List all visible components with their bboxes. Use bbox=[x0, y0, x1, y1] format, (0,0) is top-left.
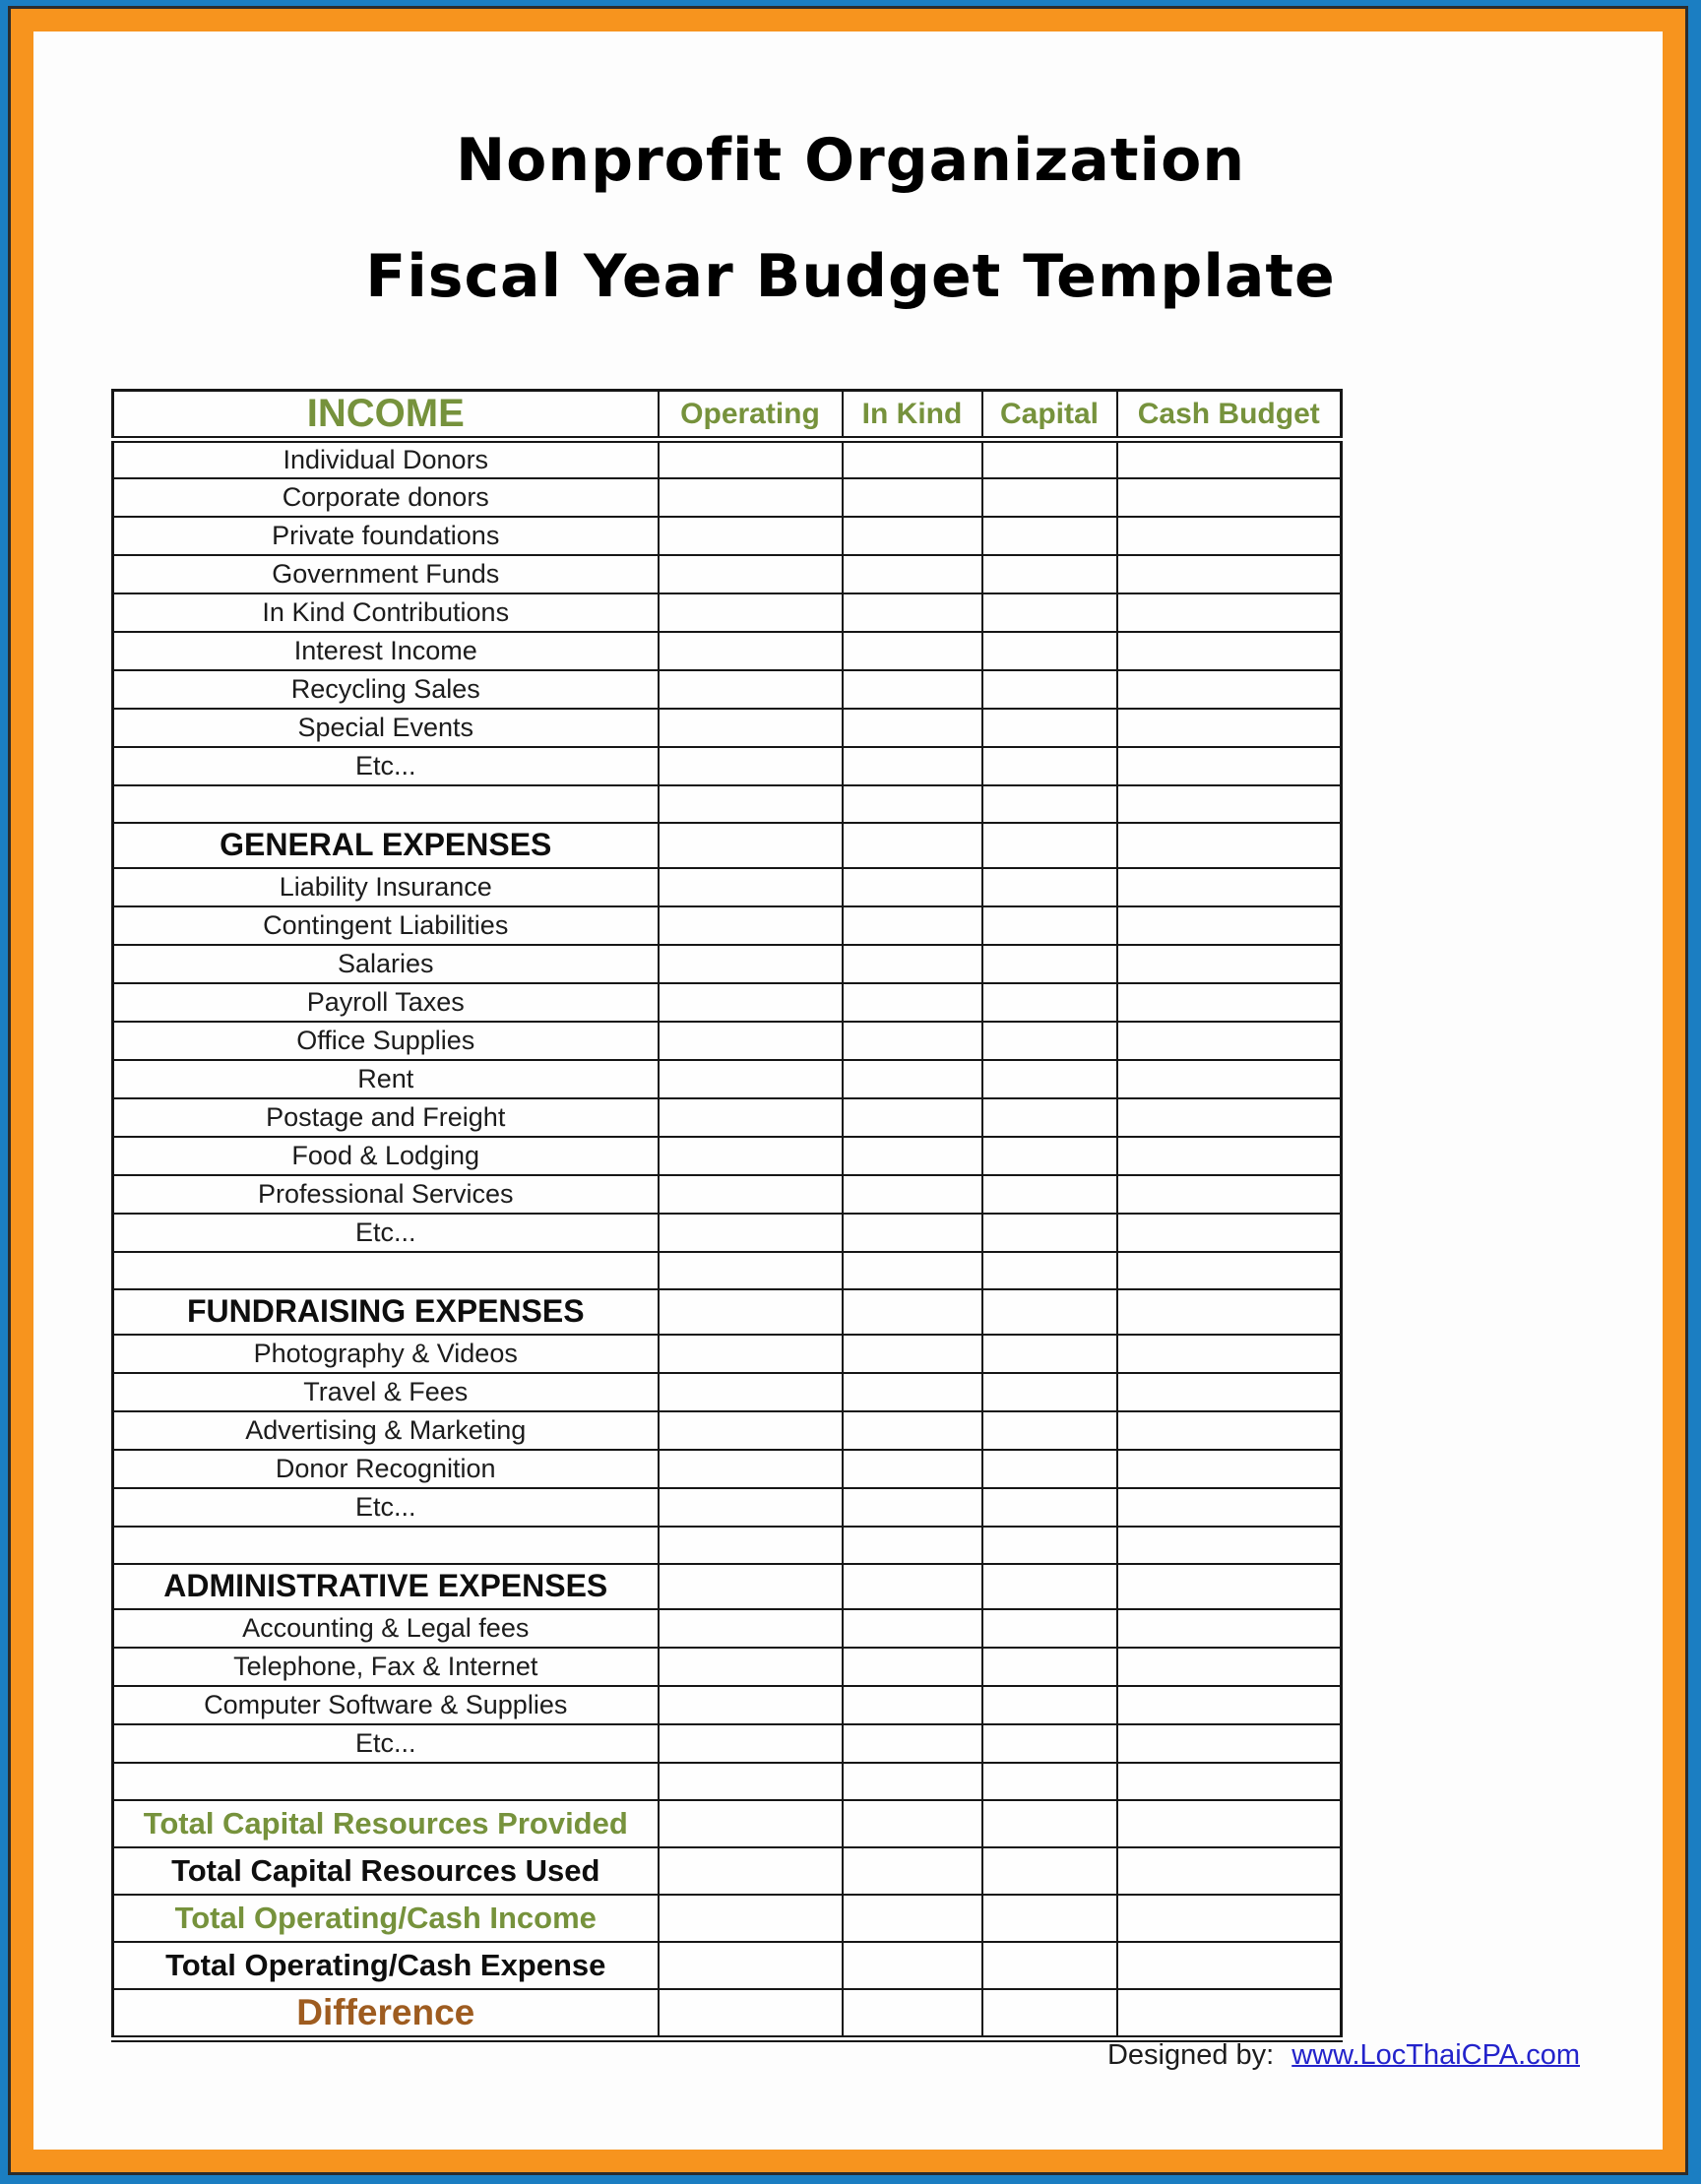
table-row bbox=[113, 478, 1342, 517]
value-cell bbox=[659, 1335, 843, 1373]
column-header-row bbox=[113, 391, 1342, 440]
table-row bbox=[113, 1895, 1342, 1942]
value-cell bbox=[659, 1609, 843, 1648]
row-label: Advertising & Marketing bbox=[113, 1411, 659, 1450]
table-row bbox=[113, 823, 1342, 868]
row-label: In Kind Contributions bbox=[113, 593, 659, 632]
table-row bbox=[113, 709, 1342, 747]
value-cell bbox=[1117, 1488, 1342, 1527]
column-header-in-kind: In Kind bbox=[843, 391, 982, 440]
page-title-line2: Fiscal Year Budget Template bbox=[365, 242, 1336, 311]
row-label: Travel & Fees bbox=[113, 1373, 659, 1411]
value-cell bbox=[843, 1411, 982, 1450]
value-cell bbox=[1117, 1686, 1342, 1724]
value-cell bbox=[1117, 1527, 1342, 1564]
table-row bbox=[113, 1800, 1342, 1847]
row-label: ADMINISTRATIVE EXPENSES bbox=[113, 1564, 659, 1609]
value-cell bbox=[843, 1450, 982, 1488]
value-cell bbox=[843, 906, 982, 945]
value-cell bbox=[659, 1724, 843, 1763]
value-cell bbox=[982, 1564, 1117, 1609]
value-cell bbox=[982, 1450, 1117, 1488]
value-cell bbox=[659, 555, 843, 593]
value-cell bbox=[843, 1724, 982, 1763]
value-cell bbox=[843, 1252, 982, 1289]
value-cell bbox=[982, 1527, 1117, 1564]
row-label: Special Events bbox=[113, 709, 659, 747]
table-row bbox=[113, 1175, 1342, 1214]
table-row bbox=[113, 747, 1342, 785]
value-cell bbox=[1117, 1763, 1342, 1800]
value-cell bbox=[982, 747, 1117, 785]
row-label: Donor Recognition bbox=[113, 1450, 659, 1488]
value-cell bbox=[982, 1895, 1117, 1942]
table-row bbox=[113, 1942, 1342, 1989]
row-label: Total Operating/Cash Expense bbox=[113, 1942, 659, 1989]
value-cell bbox=[843, 517, 982, 555]
value-cell bbox=[1117, 1214, 1342, 1252]
value-cell bbox=[982, 440, 1117, 478]
value-cell bbox=[982, 1609, 1117, 1648]
value-cell bbox=[1117, 983, 1342, 1022]
table-row bbox=[113, 1252, 1342, 1289]
value-cell bbox=[659, 823, 843, 868]
table-row bbox=[113, 1098, 1342, 1137]
value-cell bbox=[982, 555, 1117, 593]
value-cell bbox=[982, 1989, 1117, 2039]
row-label: Etc... bbox=[113, 1488, 659, 1527]
row-label: Etc... bbox=[113, 1214, 659, 1252]
row-label bbox=[113, 1252, 659, 1289]
value-cell bbox=[659, 517, 843, 555]
value-cell bbox=[843, 1942, 982, 1989]
row-label: Total Operating/Cash Income bbox=[113, 1895, 659, 1942]
row-label bbox=[113, 1527, 659, 1564]
value-cell bbox=[1117, 945, 1342, 983]
row-label: Individual Donors bbox=[113, 440, 659, 478]
value-cell bbox=[659, 478, 843, 517]
value-cell bbox=[843, 1335, 982, 1373]
budget-table bbox=[111, 389, 1343, 2042]
table-row bbox=[113, 1137, 1342, 1175]
row-label: Corporate donors bbox=[113, 478, 659, 517]
value-cell bbox=[1117, 1895, 1342, 1942]
value-cell bbox=[1117, 868, 1342, 906]
row-label: Difference bbox=[113, 1989, 659, 2039]
value-cell bbox=[843, 747, 982, 785]
value-cell bbox=[1117, 906, 1342, 945]
table-row bbox=[113, 670, 1342, 709]
table-row bbox=[113, 440, 1342, 478]
table-row bbox=[113, 1609, 1342, 1648]
value-cell bbox=[659, 709, 843, 747]
value-cell bbox=[843, 1137, 982, 1175]
value-cell bbox=[659, 1527, 843, 1564]
value-cell bbox=[1117, 1289, 1342, 1335]
row-label: Payroll Taxes bbox=[113, 983, 659, 1022]
value-cell bbox=[1117, 747, 1342, 785]
value-cell bbox=[659, 1175, 843, 1214]
value-cell bbox=[659, 1060, 843, 1098]
value-cell bbox=[843, 1895, 982, 1942]
value-cell bbox=[659, 1289, 843, 1335]
value-cell bbox=[843, 1488, 982, 1527]
table-row bbox=[113, 945, 1342, 983]
value-cell bbox=[982, 1686, 1117, 1724]
value-cell bbox=[659, 785, 843, 823]
value-cell bbox=[843, 1060, 982, 1098]
value-cell bbox=[982, 1289, 1117, 1335]
value-cell bbox=[1117, 1564, 1342, 1609]
row-label: Computer Software & Supplies bbox=[113, 1686, 659, 1724]
value-cell bbox=[843, 1800, 982, 1847]
value-cell bbox=[659, 1847, 843, 1895]
table-row bbox=[113, 1763, 1342, 1800]
value-cell bbox=[982, 1022, 1117, 1060]
table-row bbox=[113, 868, 1342, 906]
value-cell bbox=[659, 747, 843, 785]
value-cell bbox=[982, 1847, 1117, 1895]
table-row bbox=[113, 785, 1342, 823]
value-cell bbox=[659, 1373, 843, 1411]
table-row bbox=[113, 1373, 1342, 1411]
value-cell bbox=[843, 440, 982, 478]
row-label: GENERAL EXPENSES bbox=[113, 823, 659, 868]
value-cell bbox=[843, 593, 982, 632]
value-cell bbox=[659, 1022, 843, 1060]
row-label bbox=[113, 785, 659, 823]
value-cell bbox=[1117, 1175, 1342, 1214]
table-row bbox=[113, 1564, 1342, 1609]
value-cell bbox=[1117, 1450, 1342, 1488]
value-cell bbox=[1117, 517, 1342, 555]
value-cell bbox=[659, 1137, 843, 1175]
value-cell bbox=[982, 1942, 1117, 1989]
table-row bbox=[113, 1648, 1342, 1686]
value-cell bbox=[982, 945, 1117, 983]
table-row bbox=[113, 906, 1342, 945]
value-cell bbox=[843, 785, 982, 823]
value-cell bbox=[982, 983, 1117, 1022]
value-cell bbox=[659, 632, 843, 670]
value-cell bbox=[1117, 709, 1342, 747]
value-cell bbox=[982, 1335, 1117, 1373]
table-row bbox=[113, 1335, 1342, 1373]
row-label: Etc... bbox=[113, 747, 659, 785]
value-cell bbox=[659, 1450, 843, 1488]
row-label: Postage and Freight bbox=[113, 1098, 659, 1137]
value-cell bbox=[843, 823, 982, 868]
value-cell bbox=[1117, 823, 1342, 868]
value-cell bbox=[843, 1214, 982, 1252]
row-label: Private foundations bbox=[113, 517, 659, 555]
value-cell bbox=[982, 1373, 1117, 1411]
value-cell bbox=[843, 478, 982, 517]
table-row bbox=[113, 593, 1342, 632]
value-cell bbox=[1117, 1098, 1342, 1137]
value-cell bbox=[843, 1648, 982, 1686]
value-cell bbox=[982, 478, 1117, 517]
row-label: Photography & Videos bbox=[113, 1335, 659, 1373]
value-cell bbox=[982, 1648, 1117, 1686]
row-label: Accounting & Legal fees bbox=[113, 1609, 659, 1648]
value-cell bbox=[843, 1989, 982, 2039]
value-cell bbox=[982, 1488, 1117, 1527]
value-cell bbox=[843, 983, 982, 1022]
value-cell bbox=[843, 1609, 982, 1648]
row-label bbox=[113, 1763, 659, 1800]
value-cell bbox=[659, 1800, 843, 1847]
value-cell bbox=[982, 823, 1117, 868]
locthaicpa-link[interactable]: www.LocThaiCPA.com bbox=[1292, 2039, 1580, 2071]
table-row bbox=[113, 1022, 1342, 1060]
column-header-operating: Operating bbox=[659, 391, 843, 440]
value-cell bbox=[659, 983, 843, 1022]
row-label: Liability Insurance bbox=[113, 868, 659, 906]
table-row bbox=[113, 1488, 1342, 1527]
value-cell bbox=[659, 906, 843, 945]
value-cell bbox=[982, 709, 1117, 747]
value-cell bbox=[982, 868, 1117, 906]
row-label: FUNDRAISING EXPENSES bbox=[113, 1289, 659, 1335]
value-cell bbox=[843, 1175, 982, 1214]
value-cell bbox=[982, 1800, 1117, 1847]
column-header-cash-budget: Cash Budget bbox=[1117, 391, 1342, 440]
value-cell bbox=[659, 1763, 843, 1800]
value-cell bbox=[659, 1942, 843, 1989]
value-cell bbox=[1117, 1648, 1342, 1686]
table-row bbox=[113, 1289, 1342, 1335]
table-row bbox=[113, 1060, 1342, 1098]
row-label: Professional Services bbox=[113, 1175, 659, 1214]
value-cell bbox=[843, 555, 982, 593]
value-cell bbox=[982, 1252, 1117, 1289]
value-cell bbox=[659, 1488, 843, 1527]
designed-by-label: Designed by: bbox=[1106, 2039, 1275, 2071]
value-cell bbox=[1117, 670, 1342, 709]
value-cell bbox=[659, 1098, 843, 1137]
column-header-capital: Capital bbox=[982, 391, 1117, 440]
table-row bbox=[113, 983, 1342, 1022]
value-cell bbox=[1117, 1060, 1342, 1098]
row-label: Office Supplies bbox=[113, 1022, 659, 1060]
value-cell bbox=[843, 1289, 982, 1335]
value-cell bbox=[982, 670, 1117, 709]
value-cell bbox=[843, 1098, 982, 1137]
value-cell bbox=[659, 1214, 843, 1252]
value-cell bbox=[1117, 1022, 1342, 1060]
value-cell bbox=[659, 593, 843, 632]
value-cell bbox=[982, 785, 1117, 823]
value-cell bbox=[659, 670, 843, 709]
page-title-line1: Nonprofit Organization bbox=[455, 126, 1246, 195]
row-label: Telephone, Fax & Internet bbox=[113, 1648, 659, 1686]
value-cell bbox=[982, 1137, 1117, 1175]
value-cell bbox=[1117, 555, 1342, 593]
value-cell bbox=[843, 1847, 982, 1895]
row-label: Interest Income bbox=[113, 632, 659, 670]
table-row bbox=[113, 1450, 1342, 1488]
row-label: Government Funds bbox=[113, 555, 659, 593]
column-header-income: INCOME bbox=[113, 391, 659, 440]
row-label: Total Capital Resources Used bbox=[113, 1847, 659, 1895]
table-row bbox=[113, 1847, 1342, 1895]
table-row bbox=[113, 1989, 1342, 2039]
value-cell bbox=[982, 1098, 1117, 1137]
table-row bbox=[113, 1214, 1342, 1252]
footer bbox=[1107, 2039, 1580, 2072]
table-row bbox=[113, 632, 1342, 670]
table-row bbox=[113, 1724, 1342, 1763]
row-label: Total Capital Resources Provided bbox=[113, 1800, 659, 1847]
value-cell bbox=[843, 868, 982, 906]
value-cell bbox=[843, 1022, 982, 1060]
value-cell bbox=[1117, 1724, 1342, 1763]
value-cell bbox=[843, 1564, 982, 1609]
value-cell bbox=[659, 1564, 843, 1609]
value-cell bbox=[1117, 1252, 1342, 1289]
value-cell bbox=[659, 1411, 843, 1450]
value-cell bbox=[1117, 1989, 1342, 2039]
value-cell bbox=[659, 868, 843, 906]
value-cell bbox=[982, 1214, 1117, 1252]
table-row bbox=[113, 517, 1342, 555]
row-label: Salaries bbox=[113, 945, 659, 983]
value-cell bbox=[1117, 1137, 1342, 1175]
value-cell bbox=[1117, 632, 1342, 670]
value-cell bbox=[982, 517, 1117, 555]
value-cell bbox=[659, 1648, 843, 1686]
value-cell bbox=[1117, 1847, 1342, 1895]
table-row bbox=[113, 1527, 1342, 1564]
value-cell bbox=[843, 1686, 982, 1724]
value-cell bbox=[1117, 1800, 1342, 1847]
value-cell bbox=[659, 1686, 843, 1724]
value-cell bbox=[1117, 478, 1342, 517]
value-cell bbox=[982, 1763, 1117, 1800]
row-label: Recycling Sales bbox=[113, 670, 659, 709]
value-cell bbox=[843, 1527, 982, 1564]
value-cell bbox=[982, 1060, 1117, 1098]
value-cell bbox=[982, 1411, 1117, 1450]
value-cell bbox=[1117, 785, 1342, 823]
value-cell bbox=[1117, 1411, 1342, 1450]
value-cell bbox=[843, 632, 982, 670]
value-cell bbox=[982, 906, 1117, 945]
value-cell bbox=[843, 1373, 982, 1411]
value-cell bbox=[659, 1989, 843, 2039]
value-cell bbox=[1117, 440, 1342, 478]
value-cell bbox=[843, 945, 982, 983]
value-cell bbox=[1117, 1942, 1342, 1989]
row-label: Contingent Liabilities bbox=[113, 906, 659, 945]
value-cell bbox=[659, 945, 843, 983]
value-cell bbox=[982, 593, 1117, 632]
table-row bbox=[113, 555, 1342, 593]
value-cell bbox=[843, 670, 982, 709]
value-cell bbox=[1117, 593, 1342, 632]
value-cell bbox=[659, 440, 843, 478]
value-cell bbox=[659, 1895, 843, 1942]
row-label: Food & Lodging bbox=[113, 1137, 659, 1175]
row-label: Rent bbox=[113, 1060, 659, 1098]
value-cell bbox=[1117, 1335, 1342, 1373]
row-label: Etc... bbox=[113, 1724, 659, 1763]
value-cell bbox=[843, 709, 982, 747]
value-cell bbox=[982, 1724, 1117, 1763]
budget-table-body bbox=[113, 440, 1342, 2039]
value-cell bbox=[843, 1763, 982, 1800]
value-cell bbox=[1117, 1373, 1342, 1411]
value-cell bbox=[659, 1252, 843, 1289]
value-cell bbox=[1117, 1609, 1342, 1648]
value-cell bbox=[982, 632, 1117, 670]
table-row bbox=[113, 1686, 1342, 1724]
table-row bbox=[113, 1411, 1342, 1450]
value-cell bbox=[982, 1175, 1117, 1214]
